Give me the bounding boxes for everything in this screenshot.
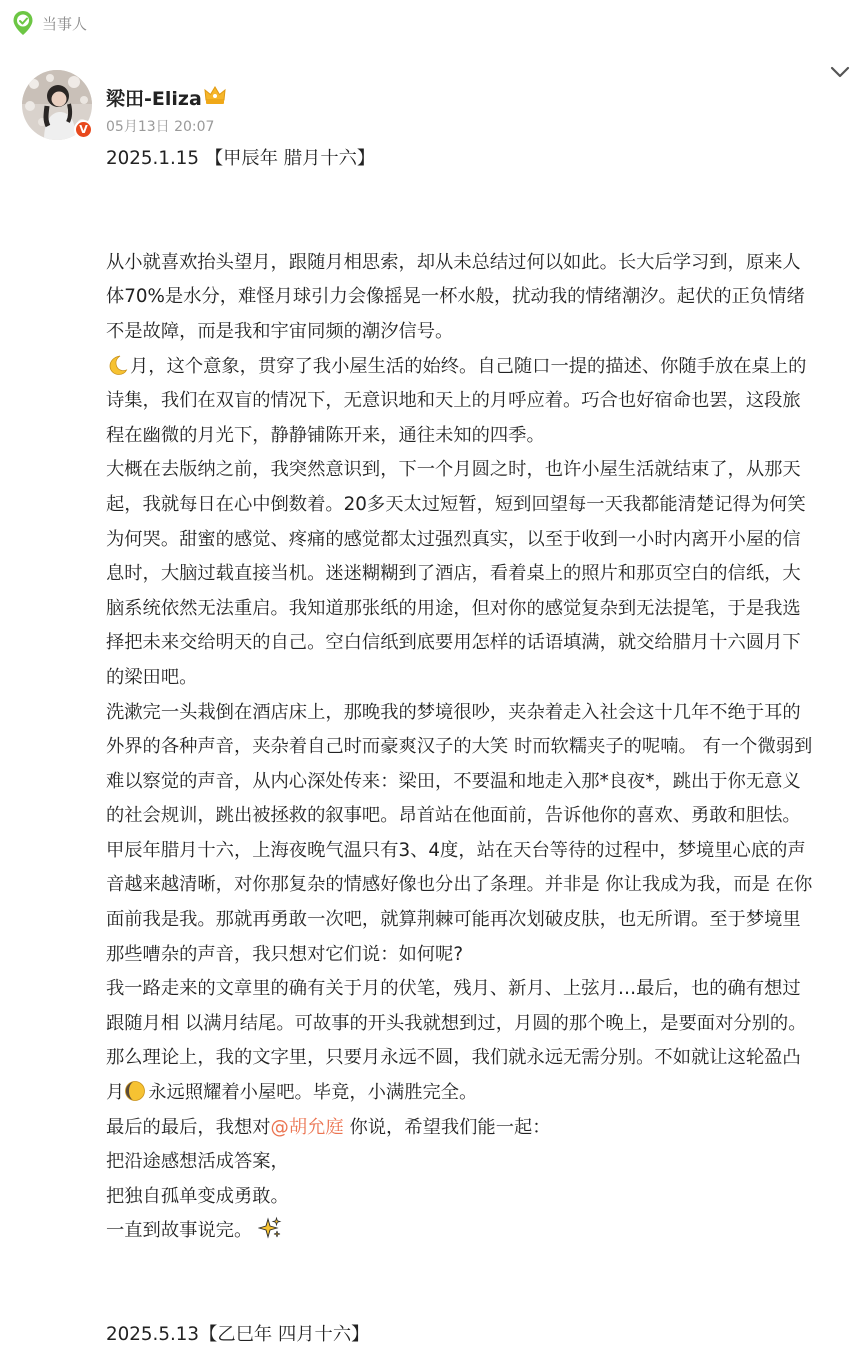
verified-badge-icon: V <box>74 120 93 139</box>
post-text-line: 外界的各种声音，夹杂着自己时而豪爽汉子的大笑 时而软糯夹子的呢喃。 有一个微弱到 <box>106 736 813 758</box>
chevron-down-icon[interactable] <box>829 64 851 80</box>
post-text-line: 从小就喜欢抬头望月，跟随月相思索，却从未总结过何以如此。长大后学习到，原来人 <box>106 251 801 273</box>
post-text-line: 甲辰年腊月十六，上海夜晚气温只有3、4度，站在天台等待的过程中，梦境里心底的声 <box>106 839 806 861</box>
post-date-line: 2025.5.13【乙巳年 四月十六】 <box>106 1324 370 1346</box>
post-text-line: 体70%是水分，难怪月球引力会像摇晃一杯水般，扰动我的情绪潮汐。起伏的正负情绪 <box>106 286 805 308</box>
post-text-line: 音越来越清晰，对你那复杂的情感好像也分出了条理。并非是 你让我成为我，而是 在你 <box>106 874 813 896</box>
post-text-line: 为何哭。甜蜜的感觉、疼痛的感觉都太过强烈真实，以至于收到一小时内离开小屋的信 <box>106 528 801 550</box>
post-text-line <box>106 1111 854 1146</box>
post-text-line: 程在幽微的月光下，静静铺陈开来，通往未知的四季。 <box>106 424 545 446</box>
post-text-segment: 永远照耀着小屋吧。毕竟，小满胜完全。 <box>148 1082 478 1104</box>
post-text-line: 我一路走来的文章里的确有关于月的伏笔，残月、新月、上弦月…最后，也的确有想过 <box>106 978 801 1000</box>
post-text-segment: 一直到故事说完。 <box>106 1220 253 1242</box>
post-text-segment: 最后的最后，我想对 <box>106 1116 271 1138</box>
post-text-line: 起，我就每日在心中倒数着。20多天太过短暂，短到回望每一天我都能清楚记得为何笑 <box>106 493 806 515</box>
avatar[interactable] <box>22 70 92 140</box>
post-text-line: 择把未来交给明天的自己。空白信纸到底要用怎样的话语填满，就交给腊月十六圆月下 <box>106 632 801 654</box>
post-text-line: 那么理论上，我的文字里，只要月永远不圆，我们就永远无需分别。不如就让这轮盈凸 <box>106 1047 801 1069</box>
location-pin-icon <box>12 10 34 36</box>
crescent-moon-icon <box>106 354 128 376</box>
post-text-line: 洗漱完一头栽倒在酒店床上，那晚我的梦境很吵，夹杂着走入社会这十几年不绝于耳的 <box>106 701 801 723</box>
post-content <box>106 142 854 1353</box>
crown-icon <box>203 84 227 106</box>
post-text-line: 的梁田吧。 <box>106 666 198 688</box>
post-text-line: 跟随月相 以满月结尾。可故事的开头我就想到过，月圆的那个晚上，是要面对分别的。 <box>106 1012 807 1034</box>
post-text-line: 那些嘈杂的声音，我只想对它们说：如何呢? <box>106 943 464 965</box>
post-text-line: 把沿途感想活成答案， <box>106 1151 289 1173</box>
post-text-line <box>106 1214 854 1249</box>
username[interactable]: 梁田-Eliza <box>106 88 202 110</box>
post-text-line: 的社会规训，跳出被拯救的叙事吧。昂首站在他面前，告诉他你的喜欢、勇敢和胆怯。 <box>106 805 801 827</box>
post-date-line: 2025.1.15 【甲辰年 腊月十六】 <box>106 148 376 169</box>
sparkles-icon <box>258 1216 282 1240</box>
post-text-line: 大概在去版纳之前，我突然意识到，下一个月圆之时，也许小屋生活就结束了，从那天 <box>106 459 801 481</box>
post-text-line: 难以察觉的声音，从内心深处传来：梁田，不要温和地走入那*良夜*，跳出于你无意义 <box>106 770 801 792</box>
post-text-line: 不是故障，而是我和宇宙同频的潮汐信号。 <box>106 320 454 342</box>
post-text-segment: 月 <box>106 1082 125 1104</box>
post-time: 05月13日 20:07 <box>106 119 215 135</box>
post-text-line: 把独自孤单变成勇敢。 <box>106 1185 289 1207</box>
post-text-line <box>106 1076 854 1111</box>
post-text-line: 息时，大脑过载直接当机。迷迷糊糊到了酒店，看着桌上的照片和那页空白的信纸，大 <box>106 563 801 585</box>
post-text-line <box>106 350 854 385</box>
post-text-segment: 你说，希望我们能一起： <box>343 1116 551 1138</box>
post-text-segment: 月，这个意象，贯穿了我小屋生活的始终。自己随口一提的描述、你随手放在桌上的 <box>130 355 807 377</box>
mention-link[interactable]: @胡允庭 <box>270 1116 344 1138</box>
topic-label: 当事人 <box>42 14 88 33</box>
post-text-line: 面前我是我。那就再勇敢一次吧，就算荆棘可能再次划破皮肤，也无所谓。至于梦境里 <box>106 909 801 931</box>
post-text-line: 诗集，我们在双盲的情况下，无意识地和天上的月呼应着。巧合也好宿命也罢，这段旅 <box>106 390 801 412</box>
waxing-gibbous-moon-icon <box>124 1080 146 1102</box>
topic-header[interactable] <box>12 10 87 36</box>
post-text-line: 脑系统依然无法重启。我知道那张纸的用途，但对你的感觉复杂到无法提笔，于是我选 <box>106 597 801 619</box>
